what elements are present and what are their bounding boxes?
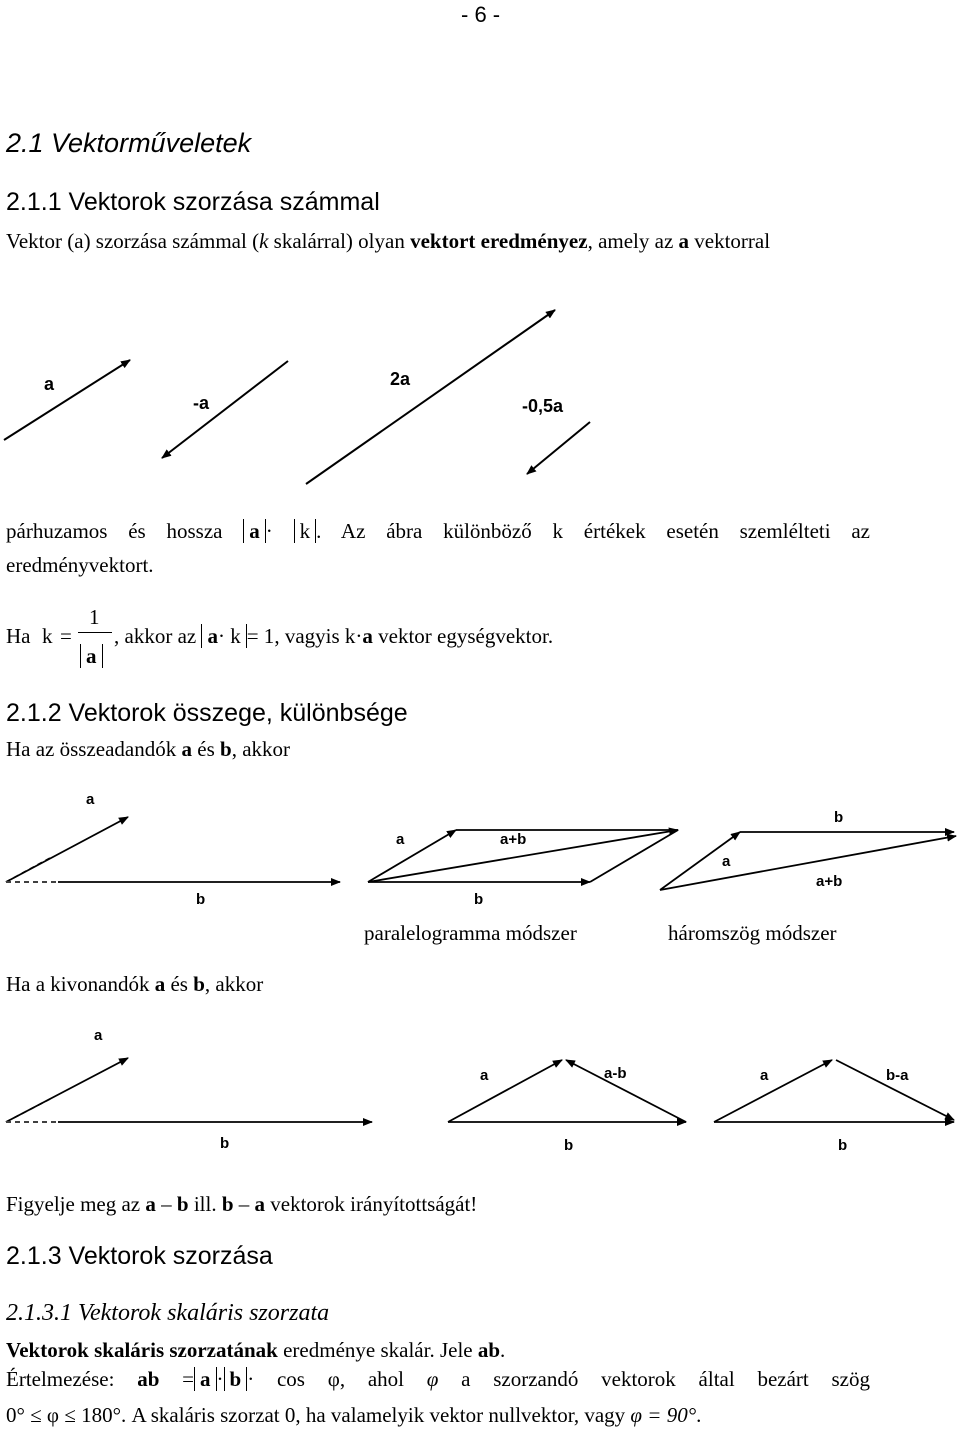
para-label-a: a [396, 831, 405, 848]
tri-label-b: b [834, 809, 844, 826]
unit-text: , akkor az a· k = 1, vagyis k·a vektor egységvektor. [114, 624, 554, 648]
scalar-product-definition: Vektorok skaláris szorzatának eredménye skalár. Jele ab. [6, 1338, 506, 1362]
label-2a: 2a [390, 369, 411, 389]
tri-label-a: a [722, 853, 731, 870]
section-title: 2.1 Vektorműveletek [6, 128, 252, 158]
intro-paragraph: Vektor (a) szorzása számmal (k skalárral) olyan vektort eredményez, amely az a vektorral [6, 229, 771, 253]
scalar-multiple-figure [0, 306, 640, 490]
vector-difference-figure [0, 1018, 960, 1158]
fraction-numerator: 1 [89, 605, 100, 629]
sum-label-a: a [86, 791, 95, 808]
scalar-product-interpretation: Értelmezése: ab = a · b · cos φ, ahol φ a szorzandó vektorok által bezárt szög [6, 1367, 871, 1391]
vector-a-arrow [4, 360, 130, 440]
tri-label-a-plus-b: a+b [816, 873, 843, 890]
para-label-b: b [474, 891, 484, 908]
triangle-method-caption: háromszög módszer [668, 921, 837, 945]
sum-label-b: b [196, 891, 206, 908]
unit-k: k [42, 624, 53, 648]
subsection-title-scalar-multiplication: 2.1.1 Vektorok szorzása számmal [6, 188, 380, 216]
tri-vector-sum [660, 836, 956, 890]
para-label-a-plus-b: a+b [500, 831, 527, 848]
minus-vector-a [448, 1060, 562, 1122]
bminus-label-a: a [760, 1067, 769, 1084]
angle-condition-line: 0° ≤ φ ≤ 180°. A skaláris szorzat 0, ha valamelyik vektor nullvektor, vagy φ = 90°. [6, 1403, 702, 1427]
page-number: - 6 - [461, 2, 501, 27]
diff-label-b: b [220, 1135, 230, 1152]
subsection-title-sum-difference: 2.1.2 Vektorok összege, különbsége [6, 699, 408, 727]
result-vector-line: eredményvektort. [6, 553, 154, 577]
unit-ha: Ha [6, 624, 31, 648]
subsection-title-vector-products: 2.1.3 Vektorok szorzása [6, 1242, 273, 1270]
subsubsection-title-scalar-product: 2.1.3.1 Vektorok skaláris szorzata [6, 1300, 330, 1326]
minus-label-b: b [564, 1137, 574, 1154]
length-paragraph: párhuzamos és hossza a · k . Az ábra különböző k értékek esetén szemlélteti az [6, 519, 871, 543]
fraction-bar [78, 632, 112, 633]
parallelogram-method-caption: paralelogramma módszer [364, 921, 577, 945]
label-a: a [44, 374, 55, 394]
orientation-note: Figyelje meg az a – b ill. b – a vektorok irányítottságát! [6, 1192, 478, 1216]
vector-half-neg-a-arrow [527, 422, 590, 474]
sum-intro: Ha az összeadandók a és b, akkor [6, 737, 291, 761]
vector-2a-arrow [306, 310, 555, 484]
label-neg-a: -a [193, 393, 210, 413]
vector-neg-a-arrow [162, 361, 288, 458]
vector-sum-figure [0, 782, 960, 912]
minus-label-a: a [480, 1067, 489, 1084]
unit-eq: = [60, 624, 72, 648]
diff-label-a: a [94, 1027, 103, 1044]
label-neg-half-a: -0,5a [522, 396, 564, 416]
bminus-vector-a [714, 1060, 832, 1122]
minus-label-a-minus-b: a-b [604, 1065, 627, 1082]
bminus-label-b: b [838, 1137, 848, 1154]
diff-intro: Ha a kivonandók a és b, akkor [6, 972, 264, 996]
bminus-label-b-minus-a: b-a [886, 1067, 909, 1084]
fraction-denominator: a [80, 644, 103, 669]
